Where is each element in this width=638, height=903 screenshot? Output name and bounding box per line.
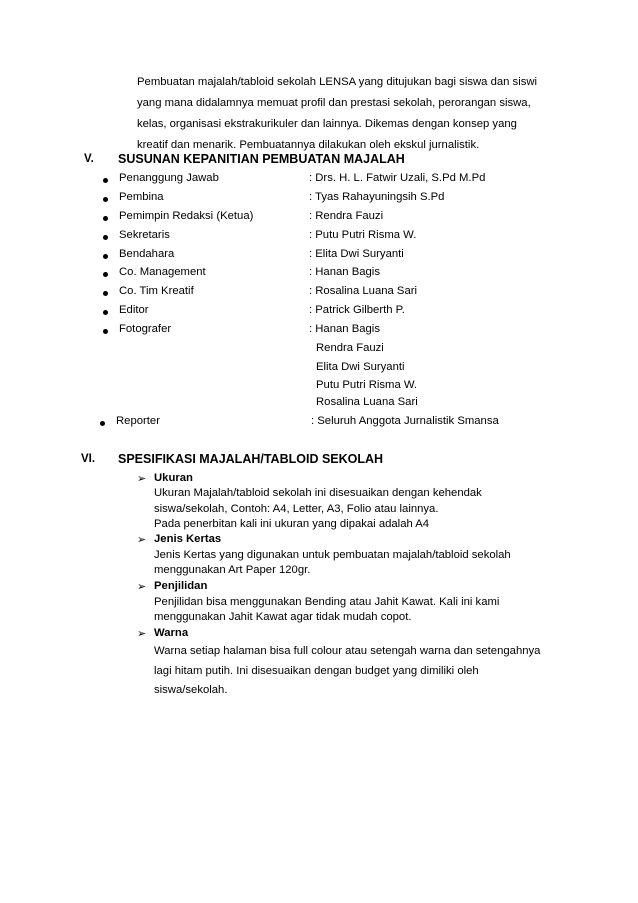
spec-text: Pada penerbitan kali ini ukuran yang dipakai adalah A4 [154,518,430,530]
bullet-icon [103,178,108,183]
bullet-icon [103,235,108,240]
role-label: Co. Tim Kreatif [119,285,194,297]
spec-text: lagi hitam putih. Ini disesuaikan dengan budget yang dimiliki oleh [154,665,479,677]
fotografer-member: Putu Putri Risma W. [316,379,418,391]
role-label: Pembina [119,191,164,203]
bullet-icon [103,197,108,202]
section-6-title: SPESIFIKASI MAJALAH/TABLOID SEKOLAH [118,452,384,466]
member-value: : Seluruh Anggota Jurnalistik Smansa [311,415,499,427]
role-label: Bendahara [119,248,175,260]
spec-text: Jenis Kertas yang digunakan untuk pembuatan majalah/tabloid sekolah [154,549,511,561]
bullet-icon [103,329,108,334]
bullet-icon [103,216,108,221]
arrow-bullet-icon: ➢ [137,473,147,485]
spec-title: Penjilidan [154,580,208,592]
section-5-title: SUSUNAN KEPANITIAN PEMBUATAN MAJALAH [118,152,405,166]
member-value: : Rosalina Luana Sari [309,285,418,297]
intro-line: Pembuatan majalah/tabloid sekolah LENSA yang ditujukan bagi siswa dan siswi [137,76,538,88]
spec-text: siswa/sekolah. [154,684,228,696]
bullet-icon [103,291,108,296]
section-6-numeral: VI. [81,453,96,465]
role-label: Reporter [116,415,160,427]
role-label: Sekretaris [119,229,170,241]
intro-paragraph [137,72,577,156]
spec-title: Warna [154,627,189,639]
role-label: Penanggung Jawab [119,172,219,184]
spec-text: menggunakan Jahit Kawat agar tidak mudah copot. [154,611,412,623]
bullet-icon [103,310,108,315]
role-label: Editor [119,304,149,316]
spec-text: Penjilidan bisa menggunakan Bending atau Jahit Kawat. Kali ini kami [154,596,500,608]
arrow-bullet-icon: ➢ [137,534,147,546]
spec-title: Ukuran [154,472,193,484]
member-value: : Elita Dwi Suryanti [309,248,404,260]
member-value: : Tyas Rahayuningsih S.Pd [309,191,445,203]
member-value: : Drs. H. L. Fatwir Uzali, S.Pd M.Pd [309,172,486,184]
role-label: Pemimpin Redaksi (Ketua) [119,210,254,222]
spec-text: siswa/sekolah, Contoh: A4, Letter, A3, Folio atau lainnya. [154,503,439,515]
member-value: : Hanan Bagis [309,266,380,278]
role-label: Co. Management [119,266,206,278]
arrow-bullet-icon: ➢ [137,581,147,593]
spec-title: Jenis Kertas [154,533,222,545]
intro-line: kelas, organisasi ekstrakurikuler dan lainnya. Dikemas dengan konsep yang [137,118,517,130]
fotografer-member: Rendra Fauzi [316,342,384,354]
intro-line: yang mana didalamnya memuat profil dan prestasi sekolah, perorangan siswa, [137,97,531,109]
spec-text: Ukuran Majalah/tabloid sekolah ini disesuaikan dengan kehendak [154,487,482,499]
section-5-numeral: V. [84,153,94,165]
member-value: : Rendra Fauzi [309,210,384,222]
spec-text: Warna setiap halaman bisa full colour atau setengah warna dan setengahnya [154,645,541,657]
bullet-icon [103,272,108,277]
fotografer-member: Elita Dwi Suryanti [316,361,405,373]
bullet-icon [100,421,105,426]
role-label: Fotografer [119,323,172,335]
bullet-icon [103,254,108,259]
fotografer-member: Rosalina Luana Sari [316,396,418,408]
intro-line: kreatif dan menarik. Pembuatannya dilakukan oleh ekskul jurnalistik. [137,139,480,151]
member-value: : Hanan Bagis [309,323,380,335]
arrow-bullet-icon: ➢ [137,628,147,640]
member-value: : Patrick Gilberth P. [309,304,405,316]
spec-text: menggunakan Art Paper 120gr. [154,564,311,576]
member-value: : Putu Putri Risma W. [309,229,417,241]
